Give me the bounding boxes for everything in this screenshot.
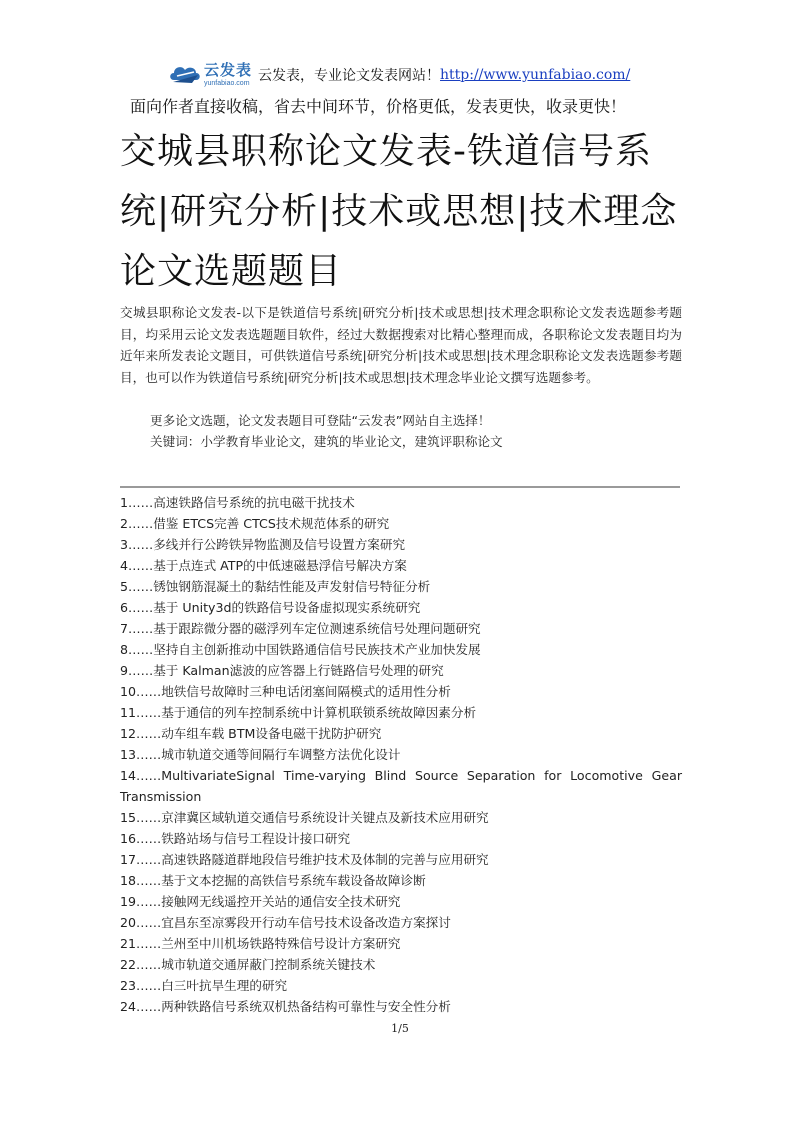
site-url-link[interactable]: http://www.yunfabiao.com/ — [440, 67, 631, 83]
more-topics-note: 更多论文选题，论文发表题目可登陆“云发表”网站自主选择！ — [150, 413, 491, 428]
list-item: 4……基于点连式 ATP的中低速磁悬浮信号解决方案 — [120, 558, 407, 573]
list-item: 1……高速铁路信号系统的抗电磁干扰技术 — [120, 495, 355, 510]
list-item: 21……兰州至中川机场铁路特殊信号设计方案研究 — [120, 936, 401, 951]
logo-text: 云发表 — [204, 61, 253, 79]
header-tagline: 云发表，专业论文发表网站！ — [258, 68, 441, 84]
list-item: 10……地铁信号故障时三种电话闭塞间隔模式的适用性分析 — [120, 684, 451, 699]
section-divider — [120, 486, 680, 488]
list-item: 2……借鉴 ETCS完善 CTCS技术规范体系的研究 — [120, 516, 390, 531]
site-header — [168, 58, 630, 92]
page-title: 交城县职称论文发表-铁道信号系统|研究分析|技术或思想|技术理念论文选题题目 — [120, 131, 678, 292]
list-item: 3……多线并行公跨铁异物监测及信号设置方案研究 — [120, 537, 406, 552]
list-item: 5……锈蚀钢筋混凝土的黏结性能及声发射信号特征分析 — [120, 579, 431, 594]
keywords-line: 关键词：小学教育毕业论文，建筑的毕业论文，建筑评职称论文 — [150, 434, 503, 449]
list-item: 20……宜昌东至凉雾段开行动车信号技术设备改造方案探讨 — [120, 915, 451, 930]
logo-subtext: yunfabiao.com — [204, 80, 250, 87]
topic-list — [120, 492, 682, 1017]
header-slogan: 面向作者直接收稿，省去中间环节，价格更低，发表更快，收录更快！ — [130, 97, 627, 116]
list-item: 18……基于文本挖掘的高铁信号系统车载设备故障诊断 — [120, 873, 426, 888]
list-item: 7……基于跟踪微分器的磁浮列车定位测速系统信号处理问题研究 — [120, 621, 481, 636]
list-item: 15……京津冀区域轨道交通信号系统设计关键点及新技术应用研究 — [120, 810, 489, 825]
page-number: 1/5 — [391, 1022, 409, 1035]
list-item: 17……高速铁路隧道群地段信号维护技术及体制的完善与应用研究 — [120, 852, 489, 867]
list-item: 22……城市轨道交通屏蔽门控制系统关键技术 — [120, 957, 376, 972]
list-item: 13……城市轨道交通等间隔行车调整方法优化设计 — [120, 747, 401, 762]
list-item: 9……基于 Kalman滤波的应答器上行链路信号处理的研究 — [120, 663, 444, 678]
list-item: 24……两种铁路信号系统双机热备结构可靠性与安全性分析 — [120, 999, 451, 1014]
list-item: 6……基于 Unity3d的铁路信号设备虚拟现实系统研究 — [120, 600, 421, 615]
list-item: 12……动车组车载 BTM设备电磁干扰防护研究 — [120, 726, 382, 741]
list-item: 14……MultivariateSignal Time-varying Blind Source Separation for Locomotive Gear Transmission — [120, 768, 682, 804]
site-logo[interactable] — [168, 62, 252, 88]
intro-paragraph: 交城县职称论文发表-以下是铁道信号系统|研究分析|技术或思想|技术理念职称论文发表选题参考题目，均采用云论文发表选题题目软件，经过大数据搜索对比精心整理而成，各职称论文发表题目均为近年来所发表论文题目，可供铁道信号系统|研究分析|技术或思想|技术理念职称论文发表选题参考题目，也可以作为铁道信号系统|研究分析|技术或思想|技术理念毕业论文撰写选题参考。 — [120, 305, 682, 385]
list-item: 16……铁路站场与信号工程设计接口研究 — [120, 831, 351, 846]
list-item: 8……坚持自主创新推动中国铁路通信信号民族技术产业加快发展 — [120, 642, 481, 657]
cloud-logo-icon — [168, 62, 202, 88]
list-item: 11……基于通信的列车控制系统中计算机联锁系统故障因素分析 — [120, 705, 477, 720]
list-item: 19……接触网无线遥控开关站的通信安全技术研究 — [120, 894, 401, 909]
list-item: 23……白三叶抗旱生理的研究 — [120, 978, 288, 993]
